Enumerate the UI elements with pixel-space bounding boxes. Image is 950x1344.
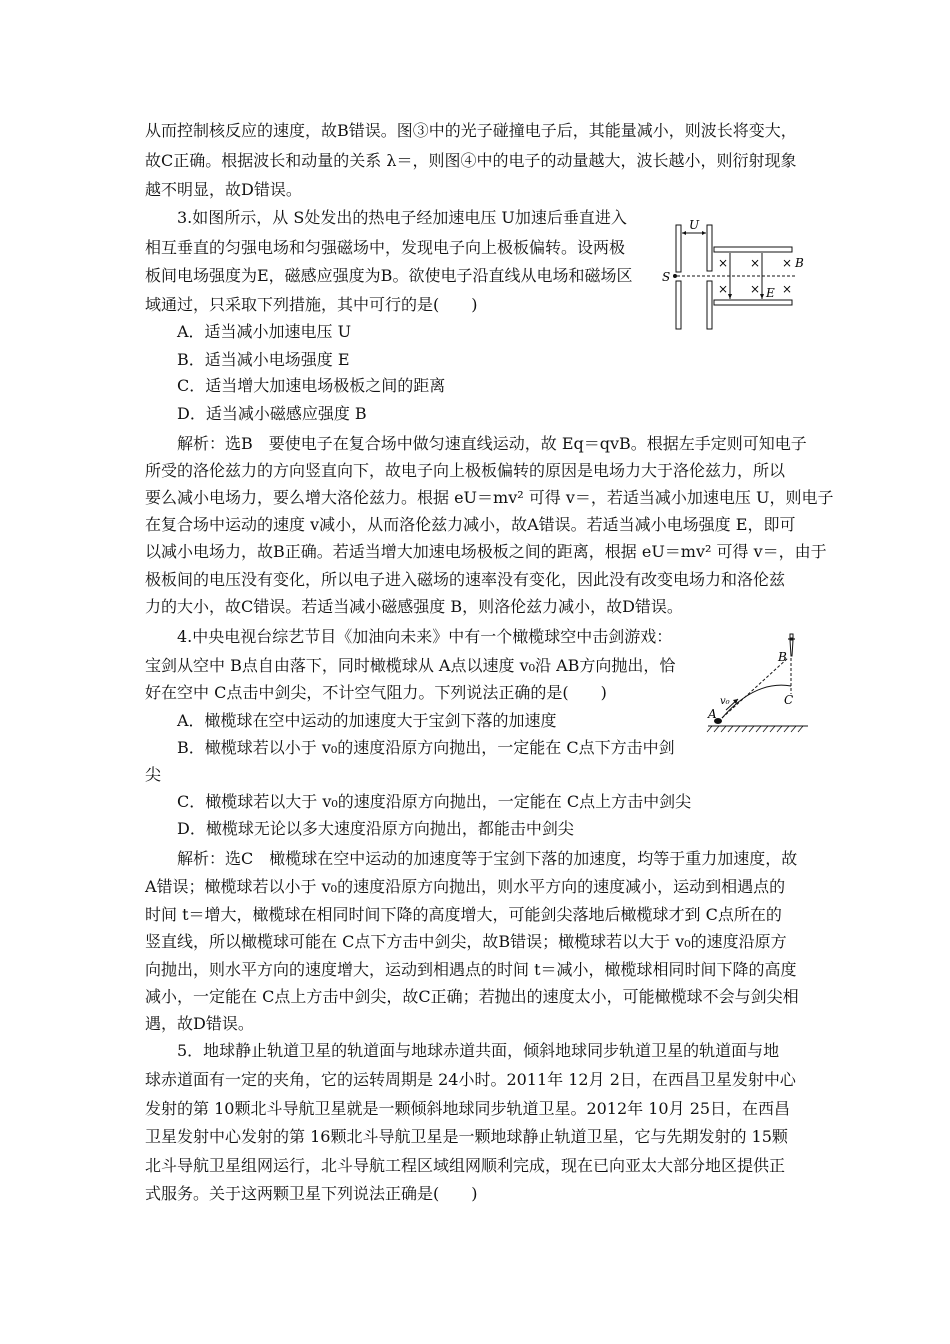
question-4-figure [700, 628, 810, 740]
question-3-stem: 域通过，只采取下列措施，其中可行的是( ) [145, 295, 478, 314]
label-A: A [708, 707, 717, 721]
text-line: 越不明显，故D错误。 [145, 180, 302, 199]
label-C: C [784, 693, 794, 707]
text-line: 故C正确。根据波长和动量的关系 λ＝，则图④中的电子的动量越大，波长越小，则衍射现象 [145, 151, 797, 170]
question-4-option-b: B．橄榄球若以小于 v₀的速度沿原方向抛出，一定能在 C点下方击中剑 [177, 738, 675, 757]
question-5-stem: 5．地球静止轨道卫星的轨道面与地球赤道共面，倾斜地球同步轨道卫星的轨道面与地 [177, 1041, 780, 1060]
question-4-analysis: 减小，一定能在 C点上方击中剑尖，故C正确；若抛出的速度太小，可能橄榄球不会与剑尖相 [145, 987, 799, 1006]
magnetic-field-cross: × [718, 282, 729, 296]
magnetic-field-cross: × [750, 282, 761, 296]
question-3-analysis: 在复合场中运动的速度 v减小，从而洛伦兹力减小，故A错误。若适当减小电场强度 E，即可 [145, 515, 796, 534]
magnetic-field-cross: × [718, 256, 729, 270]
text-line: 从而控制核反应的速度，故B错误。图③中的光子碰撞电子后，其能量减小，则波长将变大， [145, 121, 797, 140]
question-3-option-d: D．适当减小磁感应强度 B [177, 404, 367, 423]
label-S: S [662, 270, 671, 284]
question-5-stem: 卫星发射中心发射的第 16颗北斗导航卫星是一颗地球静止轨道卫星，它与先期发射的 15颗 [145, 1127, 788, 1146]
label-v0: v₀ [720, 696, 730, 707]
question-4-option-c: C．橄榄球若以大于 v₀的速度沿原方向抛出，一定能在 C点上方击中剑尖 [177, 792, 692, 811]
question-4-analysis: 向抛出，则水平方向的速度增大，运动到相遇点的时间 t＝减小，橄榄球相同时间下降的高度 [145, 960, 797, 979]
question-4-stem: 4.中央电视台综艺节目《加油向未来》中有一个橄榄球空中击剑游戏： [177, 627, 673, 646]
question-3-analysis: 极板间的电压没有变化，所以电子进入磁场的速率没有变化，因此没有改变电场力和洛伦兹 [145, 570, 786, 589]
question-5-stem: 球赤道面有一定的夹角，它的运转周期是 24小时。2011年 12月 2日，在西昌卫星发射中心 [145, 1070, 796, 1089]
question-4-analysis: 遇，故D错误。 [145, 1014, 254, 1033]
question-4-analysis: 解析：选C 橄榄球在空中运动的加速度等于宝剑下落的加速度，均等于重力加速度，故 [177, 849, 798, 868]
magnetic-field-cross: × [750, 256, 761, 270]
question-3-figure [658, 215, 808, 335]
question-3-analysis: 所受的洛伦兹力的方向竖直向下，故电子向上极板偏转的原因是电场力大于洛伦兹力，所以 [145, 461, 786, 480]
question-4-stem: 好在空中 C点击中剑尖，不计空气阻力。下列说法正确的是( ) [145, 683, 607, 702]
label-B: B [795, 256, 804, 270]
label-U: U [689, 218, 700, 232]
question-3-analysis: 力的大小，故C错误。若适当减小磁感强度 B，则洛伦兹力减小，故D错误。 [145, 597, 683, 616]
question-4-analysis: A错误；橄榄球若以小于 v₀的速度沿原方向抛出，则水平方向的速度减小，运动到相遇点的 [145, 877, 786, 896]
question-3-option-c: C．适当增大加速电场极板之间的距离 [177, 376, 446, 395]
question-5-stem: 式服务。关于这两颗卫星下列说法正确是( ) [145, 1184, 478, 1203]
magnetic-field-cross: × [782, 256, 793, 270]
question-4-analysis: 时间 t＝增大，橄榄球在相同时间下降的高度增大，可能剑尖落地后橄榄球才到 C点所在的 [145, 905, 782, 924]
magnetic-field-cross: × [782, 282, 793, 296]
question-3-analysis: 以减小电场力，故B正确。若适当增大加速电场极板之间的距离，根据 eU＝mv² 可得 v＝，由于 [145, 542, 827, 561]
question-4-analysis: 竖直线，所以橄榄球可能在 C点下方击中剑尖，故B错误；橄榄球若以大于 v₀的速度沿原方 [145, 932, 787, 951]
question-3-stem: 板间电场强度为E，磁感应强度为B。欲使电子沿直线从电场和磁场区 [145, 266, 633, 285]
question-4-option-d: D．橄榄球无论以多大速度沿原方向抛出，都能击中剑尖 [177, 819, 574, 838]
question-5-stem: 发射的第 10颗北斗导航卫星就是一颗倾斜地球同步轨道卫星。2012年 10月 25日，在西昌 [145, 1099, 791, 1118]
question-3-analysis: 解析：选B 要使电子在复合场中做匀速直线运动，故 Eq＝qvB。根据左手定则可知电子 [177, 434, 807, 453]
question-3-stem: 相互垂直的匀强电场和匀强磁场中，发现电子向上极板偏转。设两极 [145, 238, 626, 257]
question-5-stem: 北斗导航卫星组网运行，北斗导航工程区域组网顺利完成，现在已向亚太大部分地区提供正 [145, 1156, 786, 1175]
label-E: E [766, 286, 775, 300]
label-B: B [778, 650, 787, 664]
question-4-stem: 宝剑从空中 B点自由落下，同时橄榄球从 A点以速度 v₀沿 AB方向抛出，恰 [145, 656, 676, 675]
question-4-option-a: A．橄榄球在空中运动的加速度大于宝剑下落的加速度 [177, 711, 557, 730]
question-3-stem: 3.如图所示，从 S处发出的热电子经加速电压 U加速后垂直进入 [177, 208, 627, 227]
question-3-option-b: B．适当减小电场强度 E [177, 350, 350, 369]
question-3-option-a: A．适当减小加速电压 U [177, 322, 352, 341]
question-4-option-b-wrap: 尖 [145, 765, 162, 784]
question-3-analysis: 要么减小电场力，要么增大洛伦兹力。根据 eU＝mv² 可得 v＝，若适当减小加速电压 U，则电子 [145, 488, 834, 507]
